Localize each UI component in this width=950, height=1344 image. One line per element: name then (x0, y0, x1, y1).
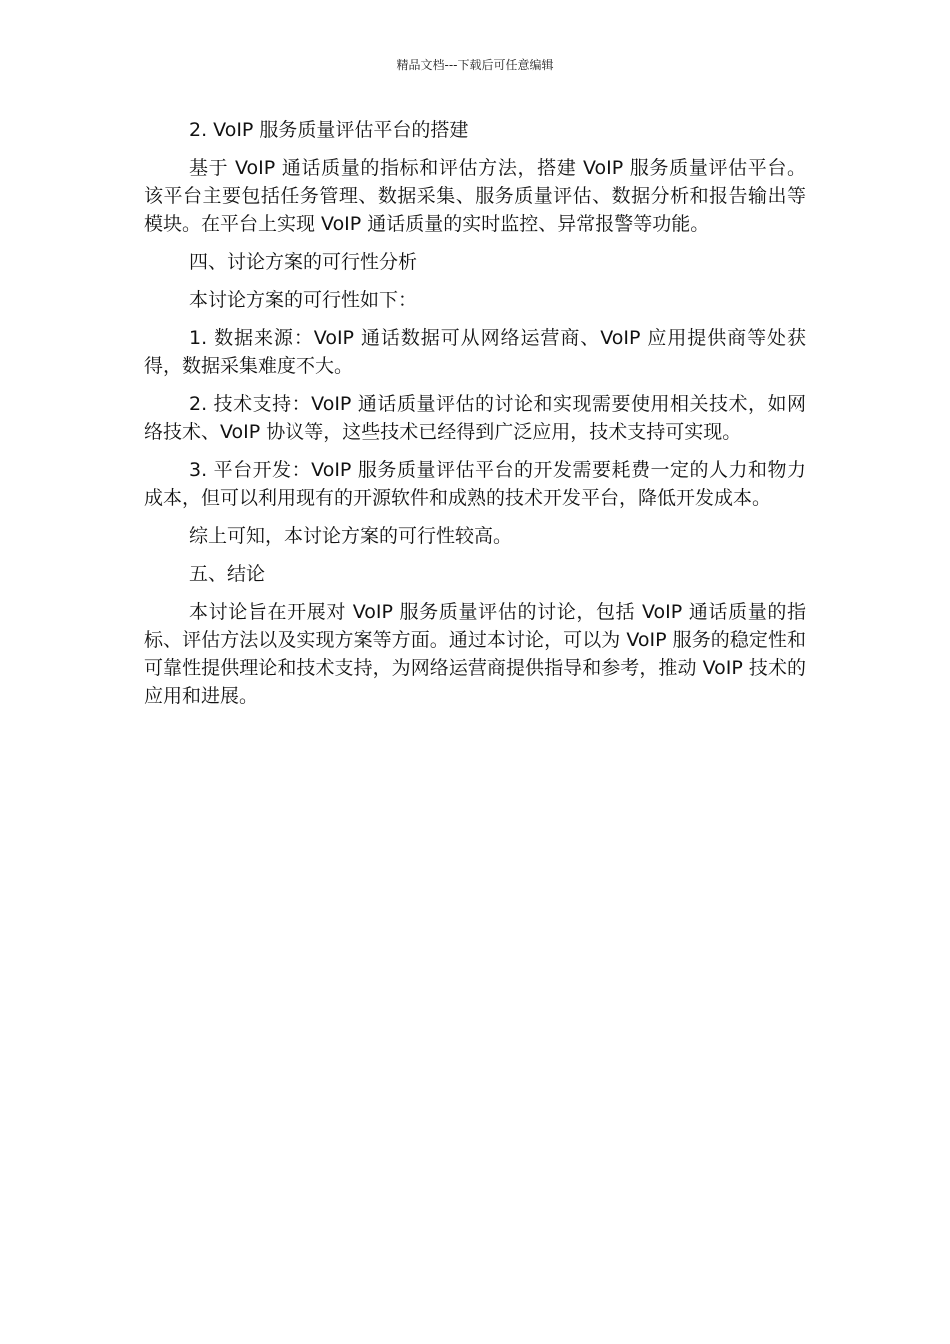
list-item-tech-support: 2. 技术支持：VoIP 通话质量评估的讨论和实现需要使用相关技术，如网络技术、VoIP 协议等，这些技术已经得到广泛应用，技术支持可实现。 (144, 393, 806, 443)
document-body (144, 116, 806, 720)
page-header: 精品文档---下载后可任意编辑 (396, 58, 554, 72)
paragraph-feasibility-summary: 综上可知，本讨论方案的可行性较高。 (189, 525, 513, 547)
section-heading-feasibility: 四、讨论方案的可行性分析 (189, 251, 418, 273)
list-item-platform-dev: 3. 平台开发：VoIP 服务质量评估平台的开发需要耗费一定的人力和物力成本，但可以利用现有的开源软件和成熟的技术开发平台，降低开发成本。 (144, 459, 806, 509)
section-heading-platform: 2. VoIP 服务质量评估平台的搭建 (189, 119, 469, 141)
paragraph-feasibility-intro: 本讨论方案的可行性如下： (189, 289, 418, 311)
list-item-data-source: 1. 数据来源：VoIP 通话数据可从网络运营商、VoIP 应用提供商等处获得，数据采集难度不大。 (144, 327, 806, 377)
section-heading-conclusion: 五、结论 (189, 563, 266, 585)
paragraph-platform: 基于 VoIP 通话质量的指标和评估方法，搭建 VoIP 服务质量评估平台。该平台主要包括任务管理、数据采集、服务质量评估、数据分析和报告输出等模块。在平台上实现 VoIP 通话质量的实时监控、异常报警等功能。 (144, 157, 806, 235)
paragraph-conclusion: 本讨论旨在开展对 VoIP 服务质量评估的讨论，包括 VoIP 通话质量的指标、评估方法以及实现方案等方面。通过本讨论，可以为 VoIP 服务的稳定性和可靠性提供理论和技术支持，为网络运营商提供指导和参考，推动 VoIP 技术的应用和进展。 (144, 601, 806, 707)
